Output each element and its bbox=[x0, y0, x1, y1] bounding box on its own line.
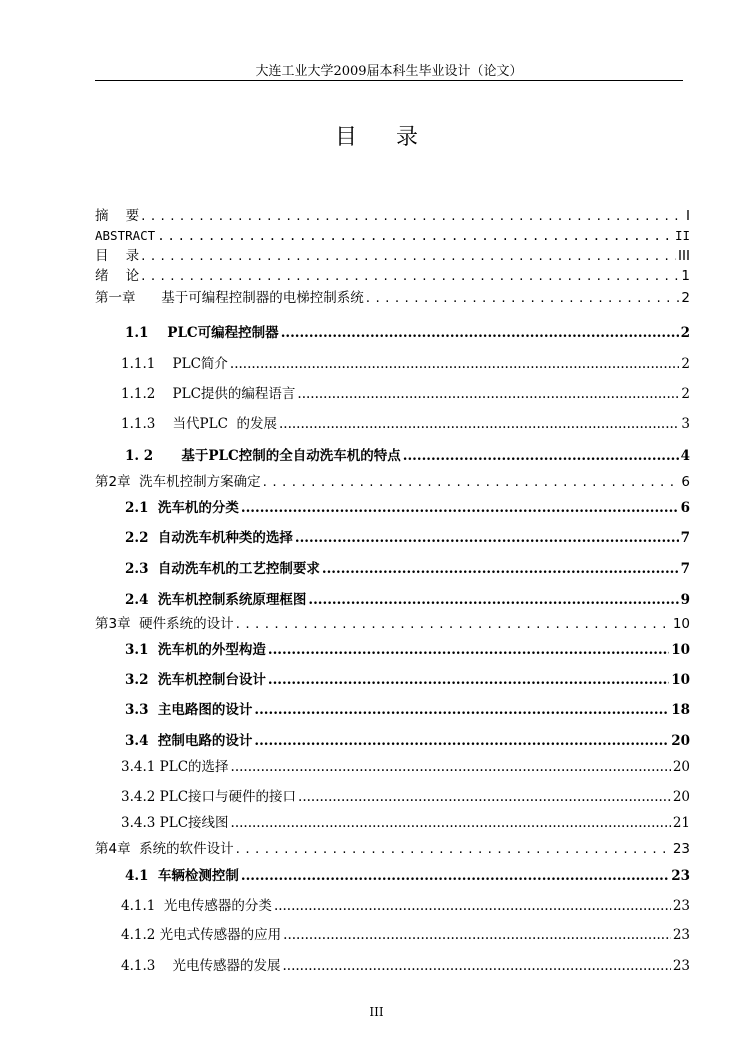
toc-entry[interactable] bbox=[95, 557, 690, 581]
toc-leader-dots bbox=[230, 352, 680, 376]
toc-leader-dots bbox=[254, 729, 669, 753]
toc-leader-dots bbox=[141, 264, 679, 288]
toc-entry-page: II bbox=[674, 228, 690, 243]
toc-entry-page: 10 bbox=[672, 616, 690, 632]
toc-entry[interactable] bbox=[95, 588, 690, 612]
header-rule bbox=[95, 80, 683, 81]
toc-entry-label: 3.2 洗车机控制台设计 bbox=[125, 672, 266, 688]
toc-entry-page: 20 bbox=[671, 733, 690, 749]
toc-entry[interactable] bbox=[95, 321, 690, 345]
toc-entry[interactable] bbox=[95, 638, 690, 662]
toc-leader-dots bbox=[403, 444, 679, 468]
toc-entry-label: 4.1.1 光电传感器的分类 bbox=[121, 898, 272, 914]
toc-entry[interactable] bbox=[95, 470, 690, 494]
toc-entry-label: 1.1.1 PLC简介 bbox=[121, 356, 228, 372]
toc-entry[interactable] bbox=[95, 352, 690, 376]
toc-entry[interactable] bbox=[95, 954, 690, 978]
toc-entry-label: 3.4.1 PLC的选择 bbox=[121, 759, 229, 775]
toc-entry-label: 3.4.2 PLC接口与硬件的接口 bbox=[121, 789, 297, 805]
toc-leader-dots bbox=[231, 811, 671, 835]
toc-entry-label: 3.4.3 PLC接线图 bbox=[121, 815, 229, 831]
toc-leader-dots bbox=[236, 612, 671, 636]
toc-entry-label: 2.1 洗车机的分类 bbox=[125, 500, 239, 516]
toc-leader-dots bbox=[295, 526, 679, 550]
toc-entry-label: 第4章 系统的软件设计 bbox=[95, 841, 234, 857]
toc-entry[interactable] bbox=[95, 698, 690, 722]
toc-entry-label: 2.2 自动洗车机种类的选择 bbox=[125, 530, 293, 546]
toc-entry-label: 2.3 自动洗车机的工艺控制要求 bbox=[125, 561, 320, 577]
toc-leader-dots bbox=[236, 837, 671, 861]
toc-leader-dots bbox=[274, 894, 671, 918]
toc-entry-label: 1.1 PLC可编程控制器 bbox=[125, 325, 279, 341]
toc-entry-page: 23 bbox=[672, 841, 690, 857]
toc-entry-page: I bbox=[686, 208, 690, 224]
toc-entry-label: 1.1.2 PLC提供的编程语言 bbox=[121, 386, 296, 402]
toc-entry[interactable] bbox=[95, 264, 690, 288]
toc-leader-dots bbox=[268, 638, 669, 662]
toc-leader-dots bbox=[308, 588, 678, 612]
toc-leader-dots bbox=[241, 864, 669, 888]
toc-entry-page: 23 bbox=[672, 958, 690, 974]
page-title: 目 录 bbox=[335, 125, 434, 150]
toc-leader-dots bbox=[283, 954, 671, 978]
toc-entry[interactable] bbox=[95, 811, 690, 835]
toc-entry-page: 7 bbox=[680, 561, 690, 577]
toc-entry[interactable] bbox=[95, 837, 690, 861]
toc-entry-label: 第一章 基于可编程控制器的电梯控制系统 bbox=[95, 290, 364, 306]
toc-entry-page: 6 bbox=[680, 500, 690, 516]
toc-entry-page: 3 bbox=[681, 416, 690, 432]
toc-entry-label: 3.4 控制电路的设计 bbox=[125, 733, 253, 749]
toc-entry[interactable] bbox=[95, 496, 690, 520]
toc-leader-dots bbox=[279, 412, 679, 436]
toc-entry[interactable] bbox=[95, 755, 690, 779]
toc-entry-label: 4.1.2 光电式传感器的应用 bbox=[121, 927, 282, 943]
toc-leader-dots bbox=[231, 755, 671, 779]
toc-entry-page: 9 bbox=[680, 592, 690, 608]
toc-leader-dots bbox=[283, 923, 671, 947]
toc-entry-label: 第2章 洗车机控制方案确定 bbox=[95, 474, 261, 490]
toc-entry-page: 7 bbox=[680, 530, 690, 546]
toc-leader-dots bbox=[268, 668, 669, 692]
toc-entry-page: 1 bbox=[681, 268, 690, 284]
toc-leader-dots bbox=[241, 496, 679, 520]
toc-entry-label: 2.4 洗车机控制系统原理框图 bbox=[125, 592, 307, 608]
toc-entry-page: 2 bbox=[681, 290, 690, 306]
toc-leader-dots bbox=[263, 470, 680, 494]
toc-entry-page: 20 bbox=[672, 789, 690, 805]
toc-leader-dots bbox=[254, 698, 669, 722]
toc-entry-page: 20 bbox=[672, 759, 690, 775]
toc-entry-label: 4.1.3 光电传感器的发展 bbox=[121, 958, 281, 974]
toc-entry-label: 3.3 主电路图的设计 bbox=[125, 702, 253, 718]
toc-entry-page: 23 bbox=[672, 898, 690, 914]
toc-entry-page: 21 bbox=[672, 815, 690, 831]
toc-entry-page: III bbox=[678, 248, 690, 264]
toc-entry-page: 10 bbox=[671, 672, 690, 688]
toc-entry[interactable] bbox=[95, 785, 690, 809]
toc-entry-page: 4 bbox=[680, 448, 690, 464]
toc-entry[interactable] bbox=[95, 923, 690, 947]
toc-entry-label: 1.1.3 当代PLC 的发展 bbox=[121, 416, 277, 432]
toc-entry[interactable] bbox=[95, 729, 690, 753]
toc-entry[interactable] bbox=[95, 526, 690, 550]
toc-leader-dots bbox=[281, 321, 679, 345]
toc-entry[interactable] bbox=[95, 894, 690, 918]
toc-entry[interactable] bbox=[95, 668, 690, 692]
toc-entry-page: 10 bbox=[671, 642, 690, 658]
toc-entry-label: 目 录 bbox=[95, 248, 140, 264]
toc-entry-label: 1. 2 基于PLC控制的全自动洗车机的特点 bbox=[125, 448, 401, 464]
toc-entry-page: 2 bbox=[681, 356, 690, 372]
toc-entry-label: 4.1 车辆检测控制 bbox=[125, 868, 239, 884]
toc-entry-page: 23 bbox=[672, 927, 690, 943]
page-header: 大连工业大学2009届本科生毕业设计（论文） bbox=[255, 64, 523, 79]
toc-entry-label: 3.1 洗车机的外型构造 bbox=[125, 642, 266, 658]
toc-entry[interactable] bbox=[95, 286, 690, 310]
toc-entry-page: 6 bbox=[681, 474, 690, 490]
toc-entry[interactable] bbox=[95, 444, 690, 468]
toc-entry-label: 摘 要 bbox=[95, 208, 140, 224]
toc-entry[interactable] bbox=[95, 612, 690, 636]
toc-entry-page: 18 bbox=[671, 702, 690, 718]
toc-leader-dots bbox=[297, 382, 679, 406]
toc-leader-dots bbox=[322, 557, 679, 581]
toc-entry-page: 2 bbox=[680, 325, 690, 341]
toc-entry[interactable] bbox=[95, 412, 690, 436]
toc-entry-label: 绪 论 bbox=[95, 268, 140, 284]
toc-entry[interactable] bbox=[95, 864, 690, 888]
page-number: III bbox=[369, 1005, 384, 1019]
toc-entry-label: ABSTRACT bbox=[95, 228, 156, 243]
toc-entry-page: 2 bbox=[681, 386, 690, 402]
toc-entry-label: 第3章 硬件系统的设计 bbox=[95, 616, 234, 632]
toc-entry[interactable] bbox=[95, 382, 690, 406]
toc-entry-page: 23 bbox=[671, 868, 690, 884]
toc-leader-dots bbox=[298, 785, 671, 809]
toc-leader-dots bbox=[366, 286, 680, 310]
